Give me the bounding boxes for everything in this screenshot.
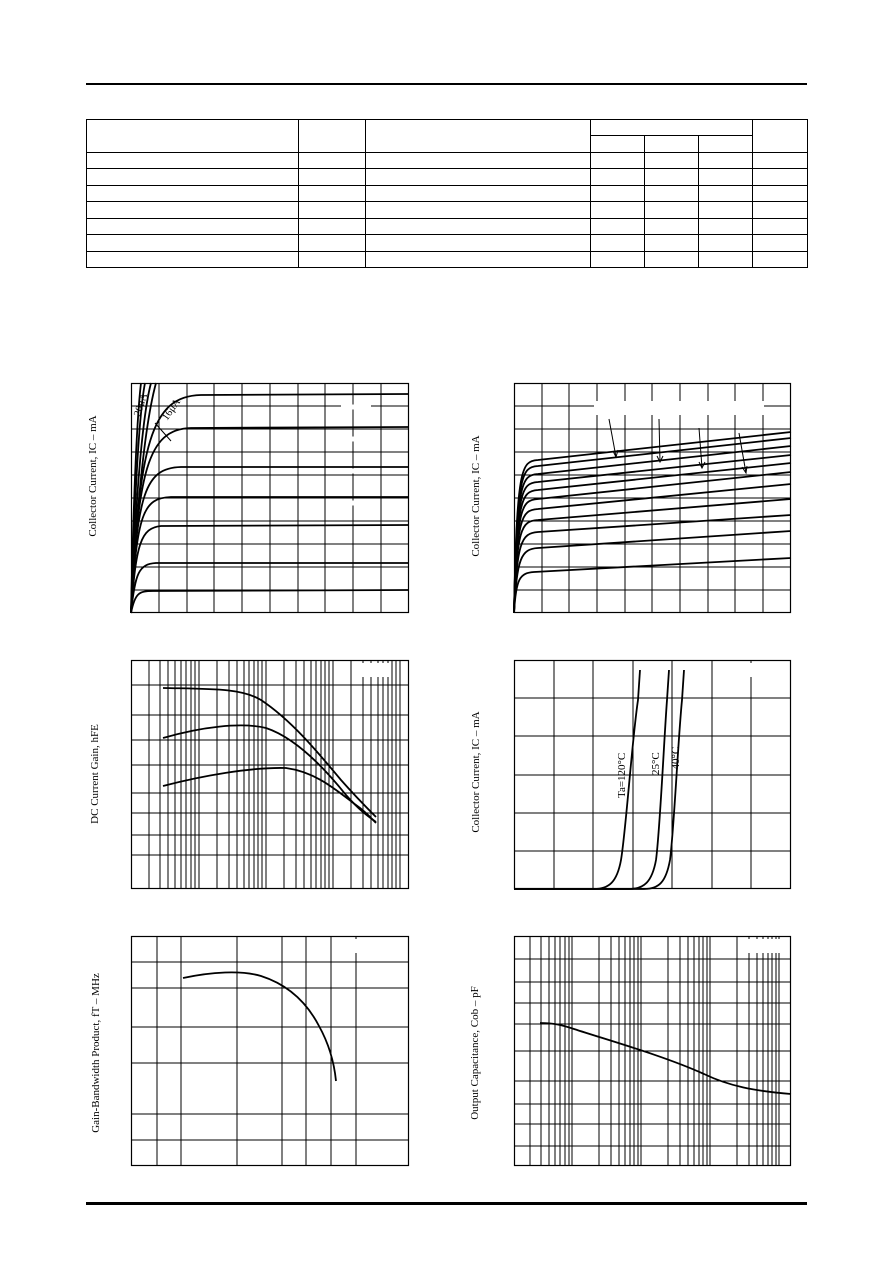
table-cell [645, 136, 699, 152]
chart-ft-ic [131, 936, 409, 1166]
table-cell [591, 218, 645, 234]
plot-frame [132, 661, 409, 889]
annotation-25c: 25°C [650, 752, 662, 775]
grid [131, 660, 409, 889]
ylabel-text: Output Capacitance, Cob – pF [469, 986, 481, 1120]
grid [131, 936, 409, 1166]
table-cell [645, 251, 699, 268]
table-cell [299, 152, 366, 168]
table-cell [753, 251, 808, 268]
header-rule [86, 83, 807, 85]
footer-rule [86, 1202, 807, 1205]
table-cell [753, 185, 808, 201]
table-cell [299, 120, 366, 153]
chart-cob-vcb-ylabel [469, 953, 481, 1153]
table-cell [699, 185, 753, 201]
label-mask [351, 939, 391, 953]
table-cell [645, 152, 699, 168]
table-cell [753, 218, 808, 234]
table-cell [645, 169, 699, 185]
annotation-20ua: 20μA [132, 391, 151, 418]
annotation-minus40c: –40°C [670, 746, 682, 775]
curves [514, 670, 684, 889]
table-cell [299, 185, 366, 201]
ylabel-text: Collector Current, IC – mA [470, 711, 482, 833]
table-cell [87, 251, 299, 268]
table-cell [591, 152, 645, 168]
table-cell [87, 152, 299, 168]
table-row [87, 202, 808, 218]
table-cell [299, 202, 366, 218]
table-cell [699, 251, 753, 268]
chart-ic-vce-left-ylabel [87, 366, 99, 586]
chart-hfe-ic [131, 660, 409, 889]
label-mask [742, 939, 784, 953]
table-cell [366, 202, 591, 218]
table-cell [591, 169, 645, 185]
curve-ta-minus40 [514, 670, 684, 889]
table-cell [366, 120, 591, 153]
chart-ic-vce-right-ylabel [470, 386, 482, 606]
table-row [87, 152, 808, 168]
ylabel-text: DC Current Gain, hFE [89, 724, 101, 824]
curve-ta-25 [514, 670, 669, 889]
table-cell [591, 235, 645, 251]
table-cell [591, 120, 753, 136]
table-row [87, 169, 808, 185]
table-cell [299, 251, 366, 268]
table-cell [299, 169, 366, 185]
table-cell [591, 136, 645, 152]
table-cell [699, 235, 753, 251]
annotation-ta-120: Ta=120°C [616, 752, 628, 798]
table-cell [87, 235, 299, 251]
label-mask [746, 663, 776, 677]
table-cell [87, 202, 299, 218]
table-cell [591, 185, 645, 201]
table-cell [645, 185, 699, 201]
table-row [87, 218, 808, 234]
label-mask [594, 401, 764, 415]
table-cell [87, 169, 299, 185]
table-cell [753, 235, 808, 251]
table-cell [699, 218, 753, 234]
table-row [87, 251, 808, 268]
table-row [87, 235, 808, 251]
table-cell [645, 218, 699, 234]
chart-cob-vcb [514, 936, 791, 1166]
table-cell [753, 202, 808, 218]
table-cell [366, 235, 591, 251]
chart-ic-vbe [514, 660, 791, 889]
table-header-row [87, 120, 808, 136]
table-cell [366, 251, 591, 268]
table-cell [366, 152, 591, 168]
chart-hfe-ic-ylabel [89, 674, 101, 874]
table-cell [366, 185, 591, 201]
curves [540, 1023, 791, 1094]
table-cell [366, 169, 591, 185]
specifications-table [86, 119, 808, 268]
table-cell [87, 185, 299, 201]
table-cell [753, 152, 808, 168]
table-cell [699, 202, 753, 218]
table-cell [299, 218, 366, 234]
table-cell [645, 235, 699, 251]
table-cell [299, 235, 366, 251]
ylabel-text: Collector Current, IC – mA [470, 435, 482, 557]
annotation-16ua: 16μA [160, 396, 184, 423]
chart-ic-vce-right [514, 383, 791, 613]
table-cell [699, 152, 753, 168]
table-cell [87, 218, 299, 234]
table-cell [87, 120, 299, 153]
table-cell [366, 218, 591, 234]
table-cell [753, 169, 808, 185]
grid [514, 936, 791, 1166]
chart-ic-vbe-ylabel [470, 662, 482, 882]
label-mask [356, 663, 391, 677]
ylabel-text: Collector Current, IC – mA [87, 415, 99, 537]
table-cell [699, 136, 753, 152]
curve-cob [540, 1023, 791, 1094]
table-cell [591, 251, 645, 268]
table-cell [753, 120, 808, 153]
table-cell [699, 169, 753, 185]
table-row [87, 185, 808, 201]
chart-ic-vce-left [131, 383, 409, 613]
ylabel-text: Gain-Bandwidth Product, fT – MHz [90, 973, 102, 1133]
plot-frame [132, 937, 409, 1166]
label-masks [341, 407, 371, 503]
table-cell [591, 202, 645, 218]
chart-ft-ic-ylabel [90, 933, 102, 1173]
table-cell [645, 202, 699, 218]
